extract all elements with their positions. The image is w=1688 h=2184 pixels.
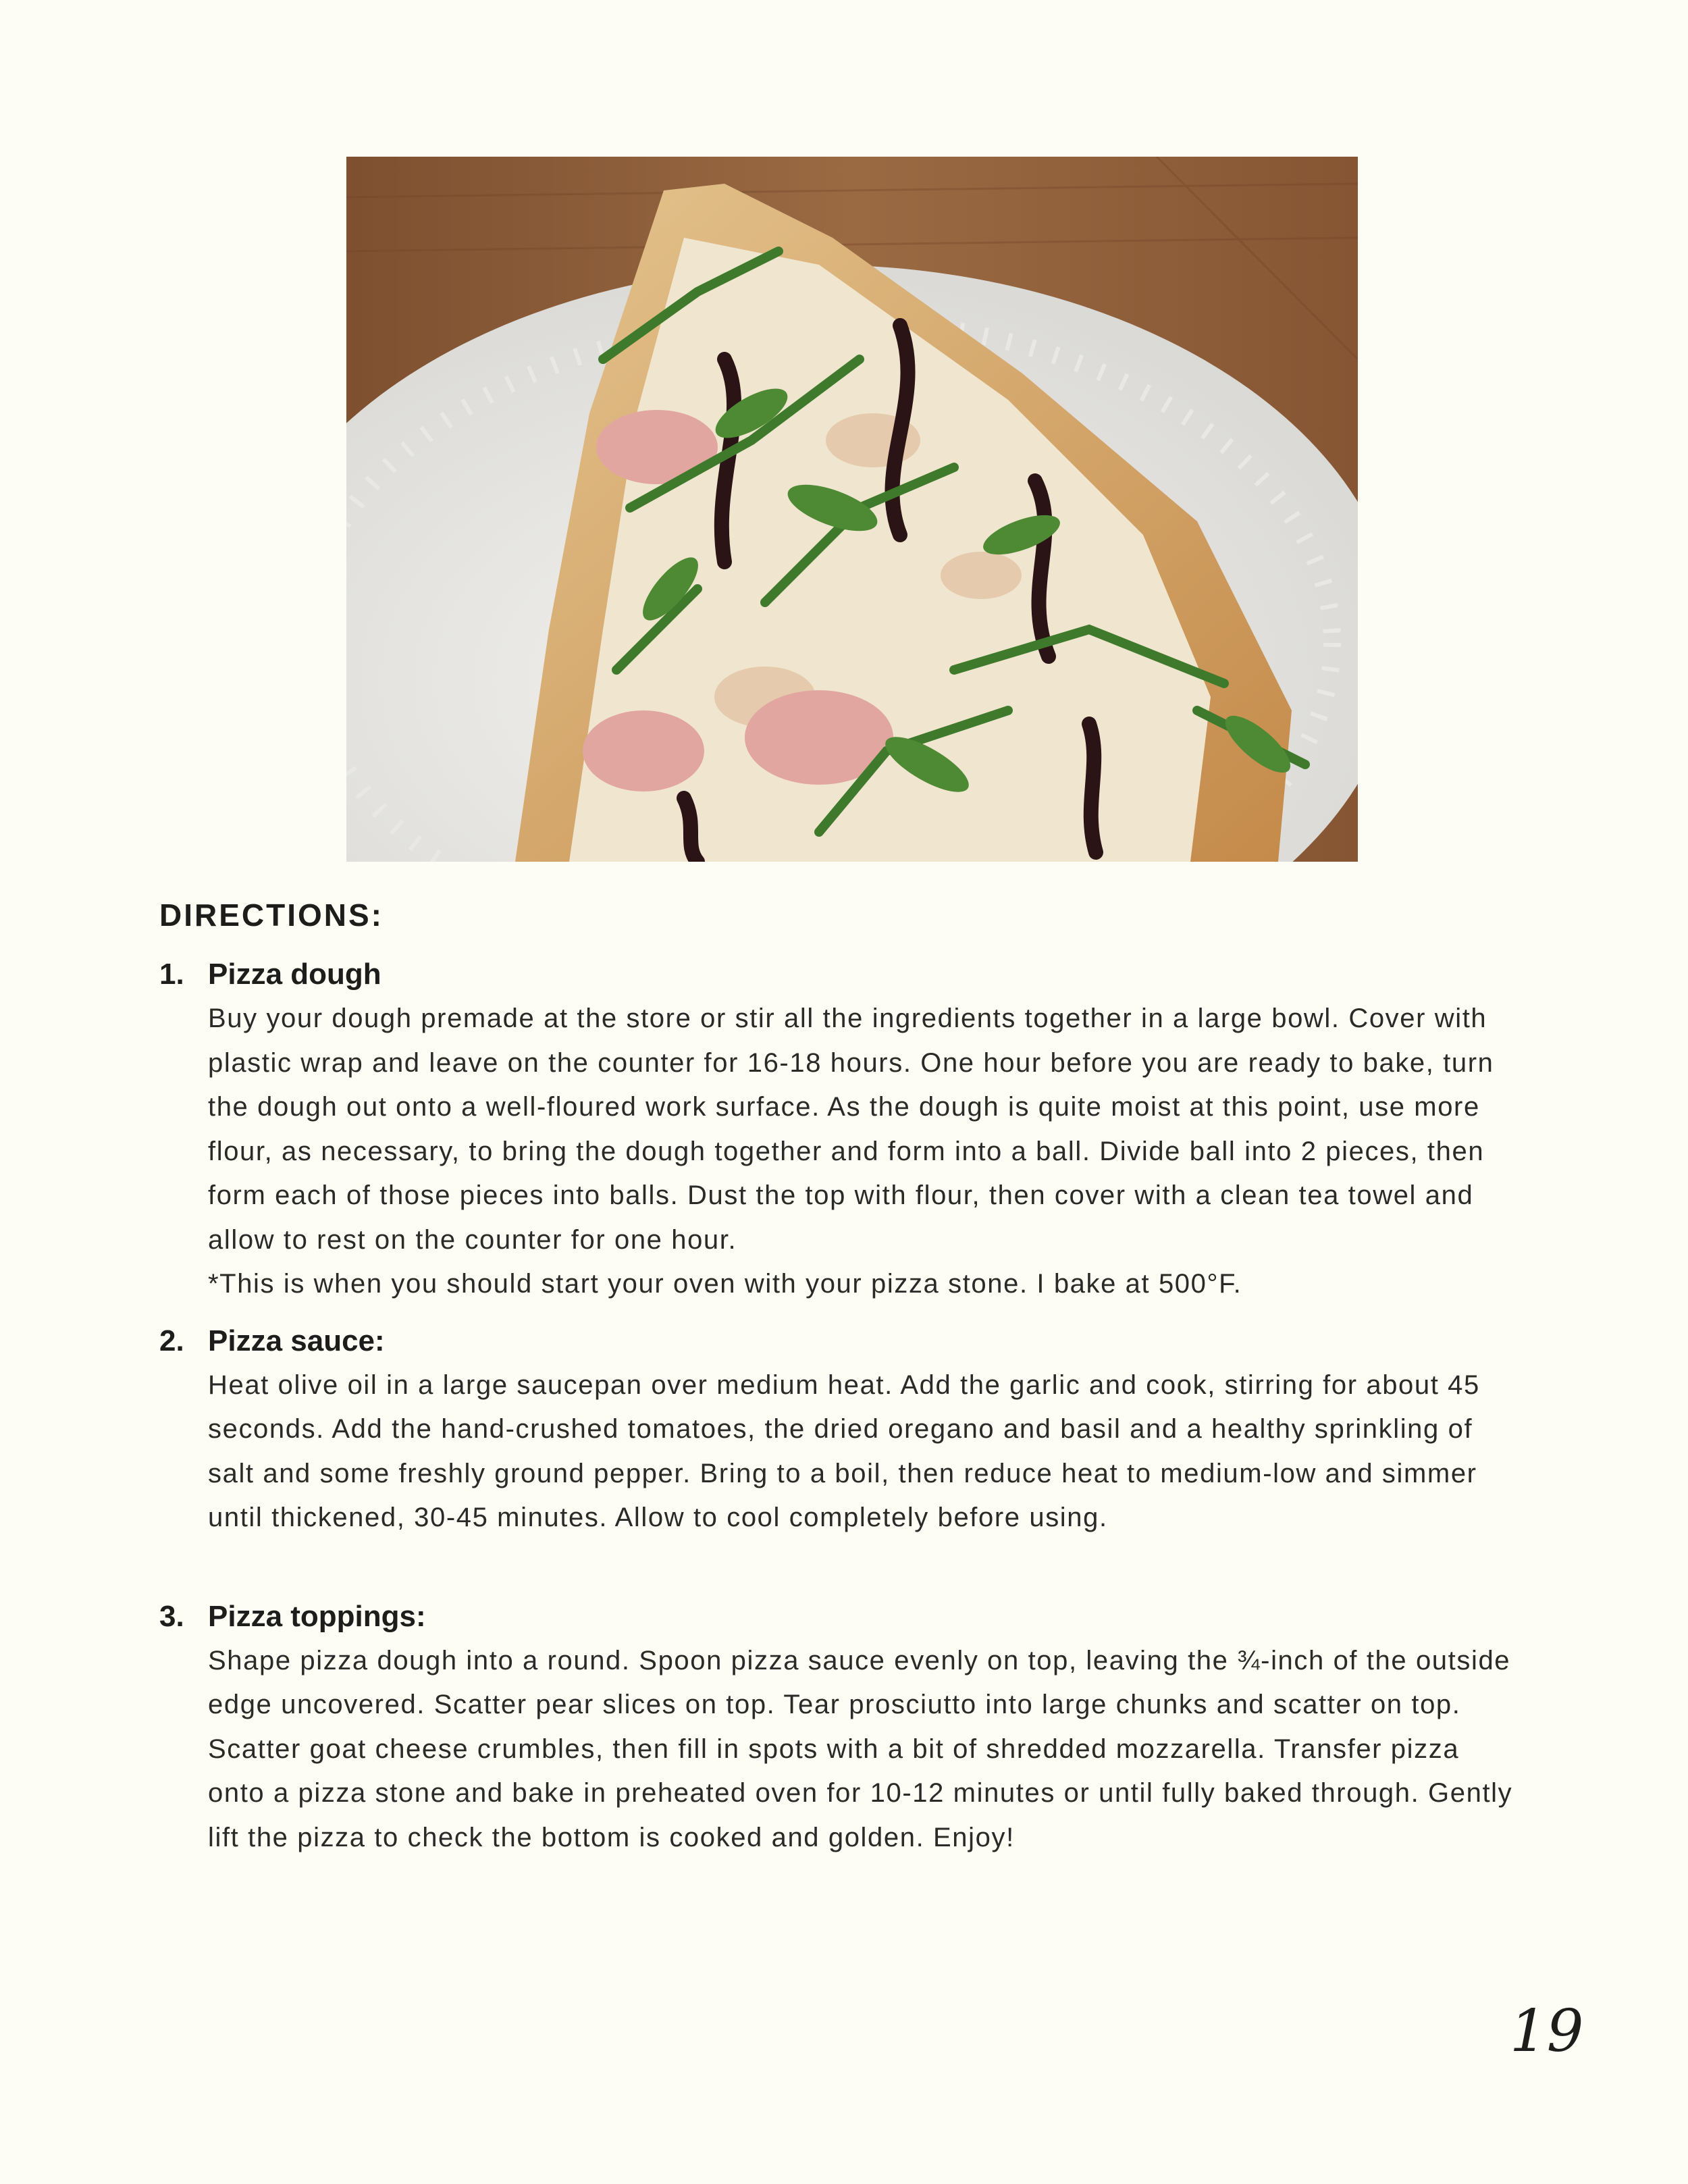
directions-list xyxy=(159,952,1523,1860)
step-title: Pizza dough xyxy=(208,958,381,991)
step-number: 1. xyxy=(159,958,184,991)
step-body: Shape pizza dough into a round. Spoon pizza sauce evenly on top, leaving the ¾-inch of the outside edge uncovered. Scatter pear slices on top. Tear prosciutto into large chunks and scatter on top. Scatter goat cheese crumbles, then fill in spots with a bit of shredded mozzarella. Transfer pizza onto a pizza stone and bake in preheated oven for 10-12 minutes or until fully baked through. Gently lift the pizza to check the bottom is cooked and golden. Enjoy! xyxy=(208,1645,1513,1852)
pizza-illustration xyxy=(346,157,1358,862)
pizza-slice-photo xyxy=(346,157,1358,862)
step-title: Pizza toppings: xyxy=(208,1599,426,1633)
step-number: 3. xyxy=(159,1599,184,1633)
step-pizza-sauce xyxy=(159,1319,1523,1540)
step-body: Heat olive oil in a large saucepan over medium heat. Add the garlic and cook, stirring for about 45 seconds. Add the hand-crushed tomatoes, the dried oregano and basil and a healthy sprinkling of salt and some freshly ground pepper. Bring to a boil, then reduce heat to medium-low and simmer until thickened, 30-45 minutes. Allow to cool completely before using. xyxy=(208,1370,1480,1532)
page-number: 19 xyxy=(1510,1998,1584,2065)
step-body: Buy your dough premade at the store or stir all the ingredients together in a large bowl. Cover with plastic wrap and leave on the counter for 16-18 hours. One hour before you are ready to bake, turn the dough out onto a well-floured work surface. As the dough is quite moist at this point, use more flour, as necessary, to bring the dough together and form into a ball. Divide ball into 2 pieces, then form each of those pieces into balls. Dust the top with flour, then cover with a clean tea towel and allow to rest on the counter for one hour. xyxy=(208,1004,1494,1255)
step-pizza-toppings xyxy=(159,1594,1523,1861)
step-note: *This is when you should start your oven with your pizza stone. I bake at 500°F. xyxy=(208,1269,1242,1299)
step-title: Pizza sauce: xyxy=(208,1324,385,1357)
step-number: 2. xyxy=(159,1324,184,1357)
directions-heading: DIRECTIONS: xyxy=(159,898,384,933)
step-pizza-dough xyxy=(159,952,1523,1307)
